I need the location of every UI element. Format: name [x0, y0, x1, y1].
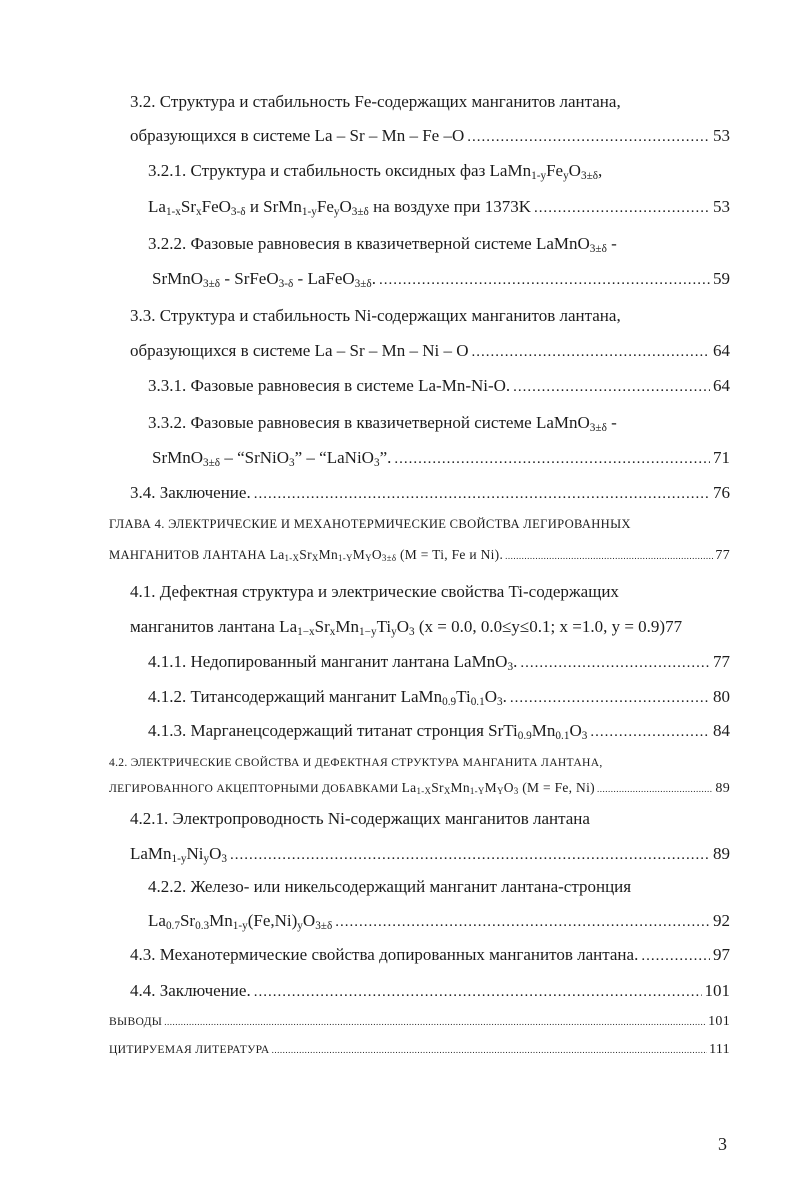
toc-entry-4-2-1-line1: [130, 808, 730, 830]
toc-entry-title: 4.2.2. Железо- или никельсодержащий манганит лантана-стронция: [148, 877, 632, 896]
dot-leader: [254, 483, 710, 505]
toc-entry-4-1-1[interactable]: [148, 651, 730, 674]
dot-leader: [641, 945, 710, 967]
toc-entry-4-3[interactable]: [130, 944, 730, 967]
toc-entry-title: 3.2.2. Фазовые равновесия в квазичетверной системе LaMnO$_{3\pm\delta}$ -: [148, 234, 617, 255]
toc-entry-4-2-line1: [109, 752, 730, 774]
toc-entry-3-2-line1: [130, 91, 730, 113]
dot-leader: [394, 448, 710, 470]
toc-entry-4-2-2[interactable]: [148, 910, 730, 933]
toc-entry-title: 4.4. Заключение.: [130, 981, 251, 1000]
dot-leader: [335, 911, 710, 933]
dot-leader: [520, 652, 710, 674]
toc-page-number: 64: [713, 341, 730, 360]
toc-entry-3-2-2[interactable]: [152, 268, 730, 291]
dot-leader: [272, 1039, 708, 1061]
toc-entry-title: ВЫВОДЫ: [109, 1015, 163, 1028]
toc-entry-4-2-1[interactable]: [130, 843, 730, 866]
toc-page-number: 101: [708, 1014, 730, 1029]
toc-entry-title: манганитов лантана $La_{1-x}Sr_xMn_{1-y}Ti_yO_3$ (x = 0.0, 0.0≤y≤0.1; x =1.0, y = 0.9): [130, 617, 666, 638]
toc-entry-title: SrMnO$_{3\pm\delta}$ – “SrNiO$_3$” – “LaNiO$_3$”.: [152, 448, 392, 469]
toc-page-number: 76: [713, 483, 730, 502]
dot-leader: [513, 376, 710, 398]
toc-page-number: 89: [713, 844, 730, 863]
toc-page-number: 84: [713, 721, 730, 740]
toc-entry-3-3[interactable]: [130, 340, 730, 363]
dot-leader: [597, 778, 713, 800]
toc-entry-4-2-2-line1: [148, 876, 730, 898]
toc-chapter-4-line1: [109, 513, 730, 535]
toc-entry-title: 4.1.2. Титансодержащий манганит $LaMn_{0.9}Ti_{0.1}O_3$.: [148, 687, 507, 708]
toc-chapter-4[interactable]: [109, 544, 730, 567]
toc-chapter-title: МАНГАНИТОВ ЛАНТАНА $La_{1-X}Sr_XMn_{1-Y}M_YO_{3\pm\delta}$ (M = Ti, Fe и Ni).: [109, 547, 504, 564]
toc-entry-title: SrMnO$_{3\pm\delta}$ - SrFeO$_{3-\delta}$ - LaFeO$_{3\pm\delta}$.: [152, 269, 376, 290]
toc-conclusions[interactable]: [109, 1011, 730, 1033]
toc-entry-title: ЛЕГИРОВАННОГО АКЦЕПТОРНЫМИ ДОБАВКАМИ $La_{1-X}Sr_XMn_{1-Y}M_YO_3$ (M = Fe, Ni): [109, 780, 595, 797]
toc-entry-title: 3.3. Структура и стабильность Ni-содержащих манганитов лантана,: [130, 306, 621, 325]
toc-entry-title: $La_{1-x}Sr_xFeO_{3-\delta}$ и $SrMn_{1-y}Fe_yO_{3\pm\delta}$ на воздухе при 1373K: [148, 197, 532, 218]
toc-entry-title: образующихся в системе La – Sr – Mn – Ni – O: [130, 341, 469, 360]
toc-chapter-title: ГЛАВА 4. ЭЛЕКТРИЧЕСКИЕ И МЕХАНОТЕРМИЧЕСКИЕ СВОЙСТВА ЛЕГИРОВАННЫХ: [109, 517, 631, 531]
toc-entry-title: ЦИТИРУЕМАЯ ЛИТЕРАТУРА: [109, 1043, 270, 1056]
toc-page-number: 111: [709, 1042, 730, 1057]
toc-entry-3-3-2-line1: [148, 412, 730, 434]
toc-page-number: 71: [713, 448, 730, 467]
toc-page-number: 97: [713, 945, 730, 964]
toc-entry-4-4[interactable]: [130, 980, 730, 1003]
toc-entry-title: 4.2.1. Электропроводность Ni-содержащих манганитов лантана: [130, 809, 590, 828]
toc-entry-3-3-1[interactable]: [148, 375, 730, 398]
toc-entry-title: $LaMn_{1-y}Ni_yO_3$: [130, 844, 228, 865]
toc-entry-title: 3.3.1. Фазовые равновесия в системе La-Mn-Ni-O.: [148, 376, 511, 395]
dot-leader: [164, 1011, 706, 1033]
toc-entry-title: 4.1. Дефектная структура и электрические свойства Ti-содержащих: [130, 582, 619, 601]
toc-entry-title: 4.2. ЭЛЕКТРИЧЕСКИЕ СВОЙСТВА И ДЕФЕКТНАЯ СТРУКТУРА МАНГАНИТА ЛАНТАНА,: [109, 756, 603, 769]
toc-entry-3-4[interactable]: [130, 482, 730, 505]
dot-leader: [230, 844, 710, 866]
toc-entry-title: 4.1.1. Недопированный манганит лантана LaMnO$_3$.: [148, 652, 518, 673]
toc-page-number: 77: [713, 652, 730, 671]
toc-page-number: 77: [665, 617, 683, 636]
toc-entry-title: 3.2. Структура и стабильность Fe-содержащих манганитов лантана,: [130, 92, 621, 111]
toc-entry-4-1-line1: [130, 581, 730, 603]
toc-entry-title: 3.4. Заключение.: [130, 483, 251, 502]
toc-page-number: 80: [713, 687, 730, 706]
toc-literature[interactable]: [109, 1039, 730, 1061]
dot-leader: [472, 341, 711, 363]
toc-page-number: 77: [715, 548, 730, 563]
toc-entry-3-2-1-line1: [148, 160, 730, 182]
toc-page-number: 53: [713, 126, 730, 145]
toc-entry-4-1-3[interactable]: [148, 720, 730, 743]
toc-page-number: 53: [713, 197, 730, 216]
toc-entry-title: 4.3. Механотермические свойства допированных манганитов лантана.: [130, 945, 639, 964]
toc-entry-3-2-1[interactable]: [148, 196, 730, 219]
toc-entry-title: 3.2.1. Структура и стабильность оксидных фаз $LaMn_{1-y}Fe_yO_{3\pm\delta}$,: [148, 161, 603, 182]
toc-entry-3-2[interactable]: [130, 125, 730, 148]
toc-entry-title: 4.1.3. Марганецсодержащий титанат стронция $SrTi_{0.9}Mn_{0.1}O_3$: [148, 721, 588, 742]
toc-entry-3-3-line1: [130, 305, 730, 327]
dot-leader: [505, 545, 713, 567]
toc-entry-3-3-2[interactable]: [152, 447, 730, 470]
toc-page-number: 89: [715, 781, 730, 796]
toc-page-number: 59: [713, 269, 730, 288]
toc-entry-title: образующихся в системе La – Sr – Mn – Fe –O: [130, 126, 465, 145]
toc-entry-4-2[interactable]: [109, 777, 730, 800]
toc-entry-4-1-2[interactable]: [148, 686, 730, 709]
toc-page-number: 92: [713, 911, 730, 930]
dot-leader: [254, 981, 702, 1003]
toc-entry-title: 3.3.2. Фазовые равновесия в квазичетверной системе LaMnO$_{3\pm\delta}$ -: [148, 413, 617, 434]
toc-entry-title: $La_{0.7}Sr_{0.3}Mn_{1-y}(Fe,Ni)_yO_{3\pm\delta}$: [148, 911, 333, 932]
toc-entry-4-1[interactable]: [130, 616, 730, 638]
page-number: 3: [718, 1134, 727, 1154]
toc-page-number: 101: [704, 981, 730, 1000]
dot-leader: [379, 269, 710, 291]
dot-leader: [467, 126, 710, 148]
toc-entry-3-2-2-line1: [148, 233, 730, 255]
toc-page-number: 64: [713, 376, 730, 395]
dot-leader: [534, 197, 710, 219]
dot-leader: [510, 687, 710, 709]
dot-leader: [590, 721, 710, 743]
